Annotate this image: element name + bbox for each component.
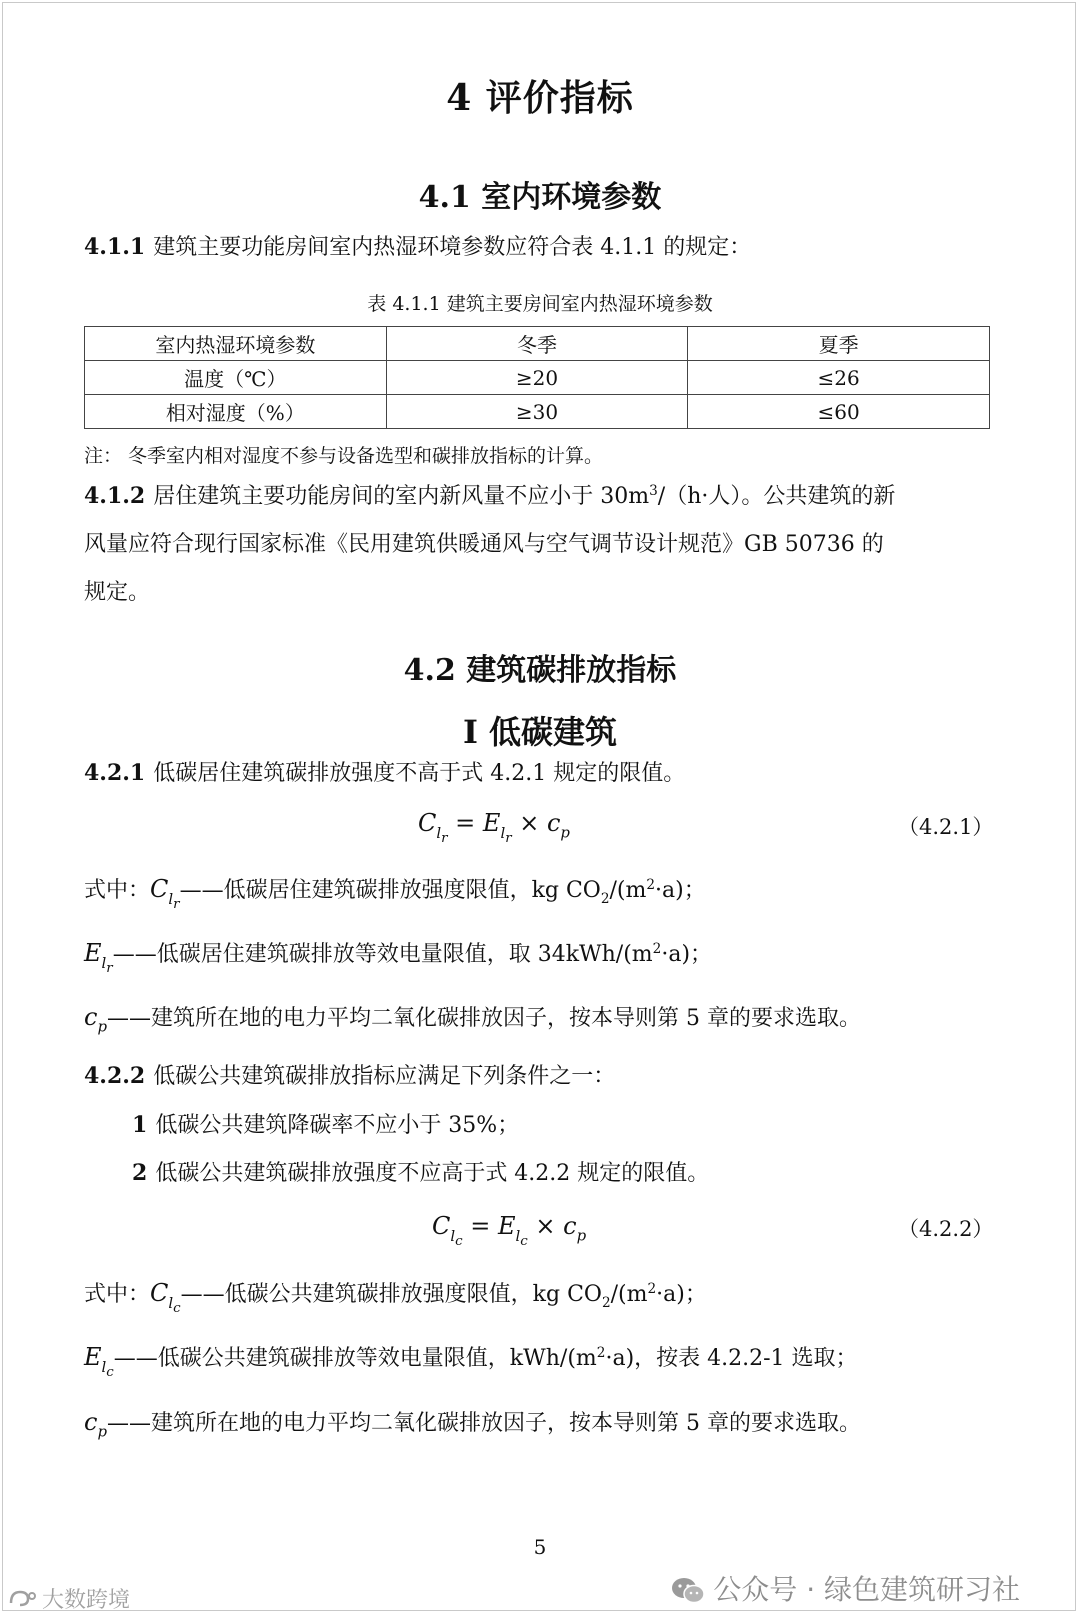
symbol-elc: $E_{l_c}$: [84, 1343, 114, 1380]
definition-text: ·a)，按表 4.2.2-1 选取；: [605, 1346, 858, 1371]
definition-text: ——建筑所在地的电力平均二氧化碳排放因子，按本导则第 5 章的要求选取。: [106, 1411, 861, 1436]
definition-text: ——低碳公共建筑碳排放等效电量限值，kWh/(m: [113, 1346, 597, 1371]
table-note: 注： 冬季室内相对湿度不参与设备选型和碳排放指标的计算。: [84, 445, 604, 467]
list-item-number: 1: [132, 1112, 148, 1138]
equation-number: （4.2.1）: [898, 815, 994, 839]
symbol-elr: $E_{l_r}$: [84, 939, 113, 976]
section-title-4-2: 4.2 建筑碳排放指标: [403, 653, 677, 688]
chapter-title: 4 评价指标: [446, 77, 634, 119]
definition-text: ·a)；: [655, 878, 706, 903]
clause-4-1-1: [84, 230, 751, 261]
logo-icon: [8, 1588, 38, 1614]
list-item-text: 低碳公共建筑碳排放强度不应高于式 4.2.2 规定的限值。: [155, 1161, 710, 1186]
clause-text: 居住建筑主要功能房间的室内新风量不应小于 30m: [153, 484, 650, 509]
list-item-2: [132, 1156, 709, 1187]
list-item-text: 低碳公共建筑降碳率不应小于 35%；: [155, 1113, 520, 1138]
table-cell: ≤26: [688, 361, 990, 395]
watermark-logo: [8, 1583, 130, 1614]
equation-number: （4.2.2）: [898, 1217, 994, 1241]
watermark-left-text: 大数跨境: [42, 1588, 131, 1613]
table-cell: ≥30: [386, 395, 688, 429]
definition-elc: $E_{l_c}——$低碳公共建筑碳排放等效电量限值，kWh/$(m^2\cdot a)$，按表 4.2.2-1 选取；: [84, 1343, 858, 1380]
watermark-wechat: [671, 1568, 1020, 1608]
symbol-cp: $c_p$: [84, 1408, 107, 1441]
clause-text: /（h·人）。公共建筑的新: [657, 484, 896, 509]
table-header-cell: 室内热湿环境参数: [85, 327, 387, 361]
definition-clc: 式中：$C_{l_c}——$低碳公共建筑碳排放强度限值，kg $CO_2/(m^2\cdot a)$；: [84, 1279, 707, 1316]
table-cell: ≥20: [386, 361, 688, 395]
definition-text: ·a)；: [656, 1282, 707, 1307]
definition-text: /(m: [610, 1282, 648, 1307]
table-row: [85, 361, 990, 395]
table-header-row: [85, 327, 990, 361]
clause-number: 4.1.1: [84, 234, 146, 260]
watermark-text: 公众号 · 绿色建筑研习社: [713, 1573, 1020, 1606]
clause-number: 4.1.2: [84, 483, 146, 509]
table-caption: 表 4.1.1 建筑主要房间室内热湿环境参数: [367, 293, 713, 315]
definition-text: /(m: [609, 878, 647, 903]
table-row: [85, 395, 990, 429]
list-item-1: [132, 1108, 519, 1139]
clause-text: 低碳公共建筑碳排放指标应满足下列条件之一：: [153, 1064, 616, 1089]
clause-4-2-2: [84, 1059, 615, 1090]
definition-clr: 式中：$C_{l_r}——$低碳居住建筑碳排放强度限值，kg $CO_2/(m^2\cdot a)$；: [84, 875, 706, 912]
section-title-4-1: 4.1 室内环境参数: [418, 180, 662, 215]
clause-4-1-2-line-1: [84, 479, 895, 510]
definition-text: ·a)；: [661, 942, 713, 967]
definition-elr: $E_{l_r}——$低碳居住建筑碳排放等效电量限值，取 $34kWh/(m^2\cdot a)$；: [84, 939, 713, 976]
clause-4-2-1: [84, 756, 685, 787]
page-number: 5: [533, 1535, 547, 1559]
definition-text: ——建筑所在地的电力平均二氧化碳排放因子，按本导则第 5 章的要求选取。: [106, 1006, 861, 1031]
clause-text: 低碳居住建筑碳排放强度不高于式 4.2.1 规定的限值。: [153, 761, 686, 786]
equation-4-2-2: $C_{l_c} = E_{l_c} \times c_p$: [432, 1212, 587, 1249]
list-item-number: 2: [132, 1160, 148, 1186]
superscript: 3: [649, 482, 658, 499]
table-cell: ≤60: [688, 395, 990, 429]
equation-4-2-1: $C_{l_r} = E_{l_r} \times c_p$: [418, 809, 570, 846]
definition-prefix: 式中：: [84, 1282, 151, 1307]
definition-cp: [84, 1001, 861, 1036]
clause-text: 建筑主要功能房间室内热湿环境参数应符合表 4.1.1 的规定：: [153, 235, 752, 260]
wechat-icon: [671, 1577, 705, 1605]
clause-number: 4.2.1: [84, 760, 146, 786]
symbol-cp: $c_p$: [84, 1003, 107, 1036]
definition-prefix: 式中：: [84, 878, 151, 903]
clause-4-1-2-line-3: 规定。: [84, 580, 151, 605]
definition-text: ——低碳公共建筑碳排放强度限值，kg CO: [180, 1282, 602, 1307]
table-header-cell: 冬季: [386, 327, 688, 361]
definition-text: ——低碳居住建筑碳排放强度限值，kg CO: [179, 878, 601, 903]
definition-cp-2: [84, 1406, 861, 1441]
table-header-cell: 夏季: [688, 327, 990, 361]
table-cell: 温度（℃）: [85, 361, 387, 395]
clause-4-1-2-line-2: 风量应符合现行国家标准《民用建筑供暖通风与空气调节设计规范》GB 50736 的: [84, 532, 884, 557]
table-cell: 相对湿度（%）: [85, 395, 387, 429]
symbol-clr: $C_{l_r}$: [150, 875, 180, 912]
subsection-title: Ⅰ 低碳建筑: [462, 713, 618, 751]
symbol-clc: $C_{l_c}$: [150, 1279, 181, 1316]
environment-parameter-table: [84, 326, 990, 429]
definition-text: ——低碳居住建筑碳排放等效电量限值，取 34kWh/(m: [112, 942, 653, 967]
clause-number: 4.2.2: [84, 1063, 146, 1089]
